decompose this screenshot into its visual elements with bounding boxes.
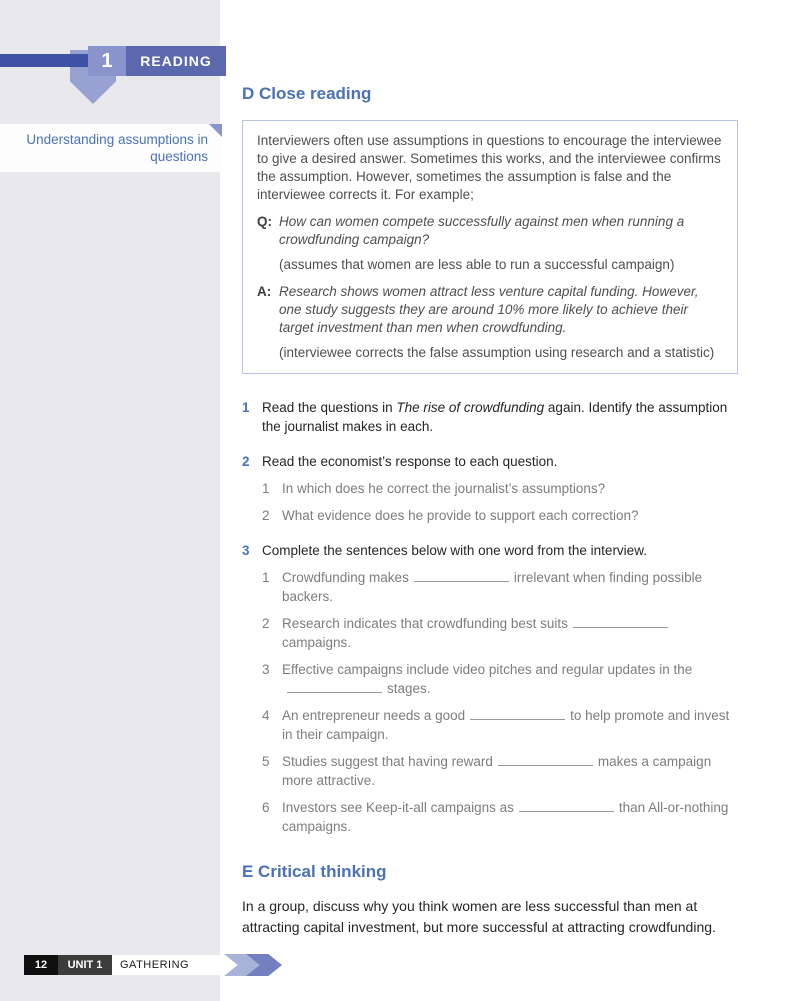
main-content (242, 84, 738, 938)
close-reading-info-box (242, 120, 738, 374)
sentence-before-blank: Studies suggest that having reward (282, 754, 493, 769)
sub-number: 3 (262, 662, 270, 677)
sub-number: 2 (262, 508, 270, 523)
question-note: (assumes that women are less able to run a successful campaign) (279, 257, 675, 272)
sub-text: In which does he correct the journalist’s assumptions? (282, 481, 606, 496)
exercise-2-body (262, 452, 738, 525)
answer-blank (498, 755, 593, 766)
answer-text: Research shows women attract less venture capital funding. However, one study suggests they are around 10% more likely to achieve their target investment than men when crowdfunding. (279, 284, 699, 335)
banner-bar (0, 54, 96, 67)
sub-number: 1 (262, 570, 270, 585)
sub-number: 5 (262, 754, 270, 769)
exercise-3-sub-2 (262, 614, 738, 652)
unit-section-title: READING (126, 46, 226, 76)
section-e-text: In a group, discuss why you think women are less successful than men at attracting capital investment, but more successful at attracting crowdfunding. (242, 898, 716, 935)
sub-text (282, 568, 738, 606)
exercise-3-sub-5 (262, 752, 738, 790)
exercise-3-sub-4 (262, 706, 738, 744)
answer-blank (573, 617, 668, 628)
unit-number: 1 (88, 46, 126, 76)
sub-text (282, 706, 738, 744)
exercise-1-post: again. Identify the assumption the journalist makes in each. (262, 400, 728, 434)
exercise-2-text: Read the economist’s response to each question. (262, 454, 558, 469)
page-number: 12 (24, 955, 58, 975)
sentence-before-blank: Effective campaigns include video pitches and regular updates in the (282, 662, 693, 677)
question-text: How can women compete successfully against men when running a crowdfunding campaign? (279, 214, 685, 247)
sentence-after-blank: than All-or-nothing campaigns. (282, 800, 729, 834)
sentence-before-blank: Research indicates that crowdfunding best suits (282, 616, 568, 631)
question-label: Q: (257, 214, 272, 229)
sub-number: 1 (262, 481, 270, 496)
exercise-3-body (262, 541, 738, 836)
answer-row (257, 283, 723, 337)
question-row (257, 213, 723, 249)
exercise-1-pre: Read the questions in (262, 400, 397, 415)
sub-text (282, 614, 738, 652)
sub-text (282, 660, 738, 698)
sentence-before-blank: Investors see Keep-it-all campaigns as (282, 800, 514, 815)
exercise-3-text: Complete the sentences below with one word from the interview. (262, 543, 647, 558)
sub-number: 4 (262, 708, 270, 723)
answer-blank (414, 571, 509, 582)
answer-label: A: (257, 284, 272, 299)
exercise-1 (242, 398, 738, 436)
exercise-2 (242, 452, 738, 525)
answer-blank (470, 709, 565, 720)
reading-title-italic: The rise of crowdfunding (396, 400, 545, 415)
sentence-after-blank: irrelevant when finding possible backers. (282, 570, 703, 604)
answer-note: (interviewee corrects the false assumption using research and a statistic) (279, 345, 715, 360)
sub-text (282, 752, 738, 790)
margin-note-band (0, 124, 222, 172)
sentence-before-blank: Crowdfunding makes (282, 570, 409, 585)
exercise-1-text (262, 398, 738, 436)
sentence-after-blank: campaigns. (282, 635, 352, 650)
answer-blank (519, 801, 614, 812)
sentence-after-blank: makes a campaign more attractive. (282, 754, 712, 788)
sub-text (282, 798, 738, 836)
sentence-after-blank: to help promote and invest in their campaign. (282, 708, 730, 742)
margin-note-fold-icon (209, 124, 222, 137)
exercise-3 (242, 541, 738, 836)
sub-number: 6 (262, 800, 270, 815)
sentence-after-blank: stages. (387, 681, 431, 696)
exercise-number: 2 (242, 454, 250, 469)
sub-number: 2 (262, 616, 270, 631)
exercise-number: 3 (242, 543, 250, 558)
exercise-3-sub-3 (262, 660, 738, 698)
exercise-number: 1 (242, 400, 250, 415)
footer-section-label: GATHERING (112, 955, 224, 975)
sentence-before-blank: An entrepreneur needs a good (282, 708, 466, 723)
exercise-2-sub-2 (262, 506, 738, 525)
sub-text: What evidence does he provide to support each correction? (282, 508, 639, 523)
footer-unit-label: UNIT 1 (58, 955, 112, 975)
section-e-title: E Critical thinking (242, 862, 387, 881)
info-box-intro: Interviewers often use assumptions in questions to encourage the interviewee to give a desired answer. Sometimes this works, and the interviewee confirms the assumption. However, sometimes the assumption is false and the interviewee corrects it. For example; (257, 133, 722, 202)
exercise-3-sub-1 (262, 568, 738, 606)
exercise-2-sub-1 (262, 479, 738, 498)
exercise-3-sub-6 (262, 798, 738, 836)
section-d-title: D Close reading (242, 84, 372, 103)
answer-blank (287, 682, 382, 693)
margin-note: Understanding assumptions in questions (26, 132, 208, 164)
